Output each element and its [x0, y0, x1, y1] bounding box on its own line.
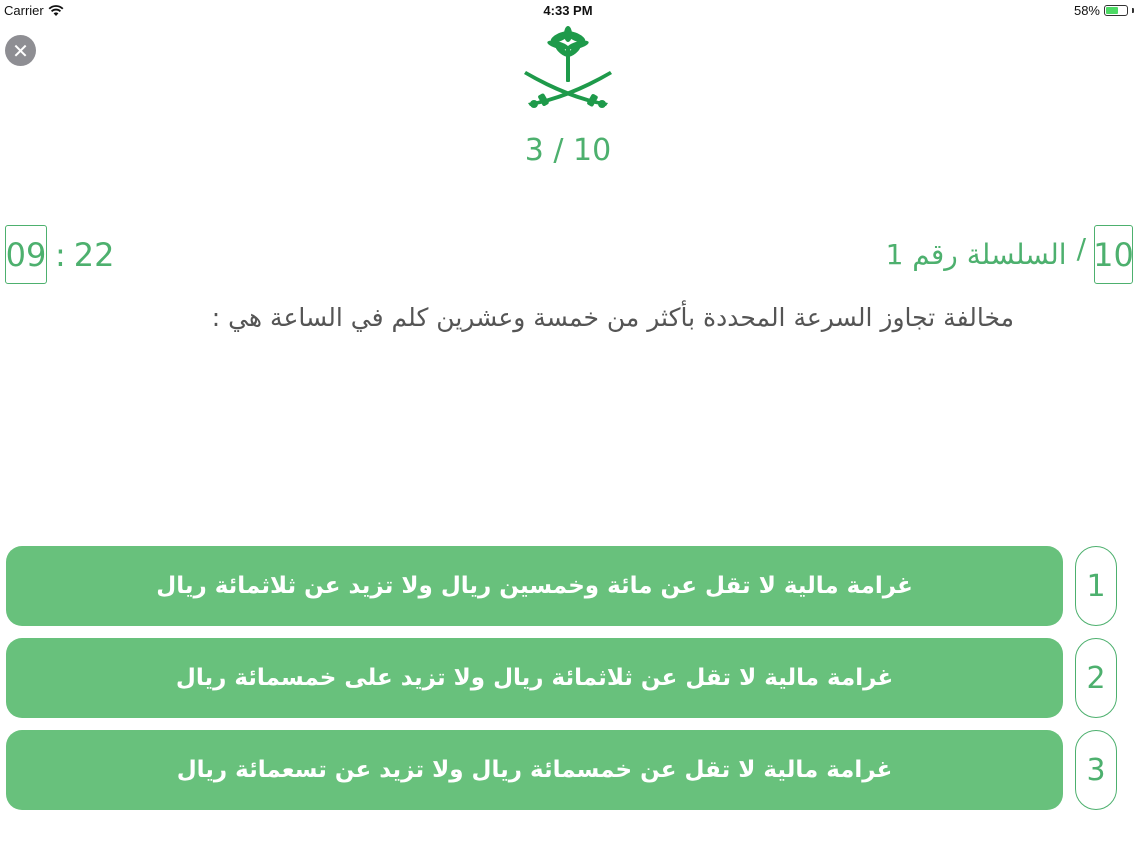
status-bar — [0, 0, 1136, 22]
countdown-timer — [5, 225, 115, 284]
battery-indicator — [1074, 3, 1134, 18]
timer-minutes: 09 — [5, 225, 47, 284]
question-text: مخالفة تجاوز السرعة المحددة بأكثر من خمسة وعشرين كلم في الساعة هي : — [211, 303, 1014, 332]
close-button[interactable] — [5, 35, 36, 66]
close-icon: ✕ — [12, 38, 29, 63]
timer-seconds: 22 — [73, 235, 115, 274]
answer-row-1 — [6, 546, 1118, 626]
question-progress: 3 / 10 — [524, 133, 612, 168]
series-total: 10 — [1094, 225, 1133, 284]
answer-number-1: 1 — [1075, 546, 1117, 626]
battery-percent: 58% — [1073, 3, 1100, 18]
answer-row-3 — [6, 730, 1118, 810]
timer-separator: : — [55, 235, 66, 274]
carrier-label: Carrier — [4, 3, 44, 18]
answer-option-3[interactable]: غرامة مالية لا تقل عن خمسمائة ريال ولا تزيد عن تسعمائة ريال — [6, 730, 1063, 810]
saudi-emblem-icon — [518, 24, 618, 112]
answer-number-2: 2 — [1075, 638, 1117, 718]
series-header — [886, 225, 1133, 284]
series-slash: / — [1076, 232, 1086, 265]
answer-option-1[interactable]: غرامة مالية لا تقل عن مائة وخمسين ريال ولا تزيد عن ثلاثمائة ريال — [6, 546, 1063, 626]
answer-row-2 — [6, 638, 1118, 718]
battery-nub — [1132, 8, 1134, 13]
answer-number-3: 3 — [1075, 730, 1117, 810]
answer-option-2[interactable]: غرامة مالية لا تقل عن ثلاثمائة ريال ولا تزيد على خمسمائة ريال — [6, 638, 1063, 718]
status-time: 4:33 PM — [543, 3, 593, 18]
series-label: السلسلة رقم 1 — [885, 238, 1067, 271]
battery-fill — [1106, 7, 1118, 14]
battery-icon — [1104, 5, 1128, 16]
